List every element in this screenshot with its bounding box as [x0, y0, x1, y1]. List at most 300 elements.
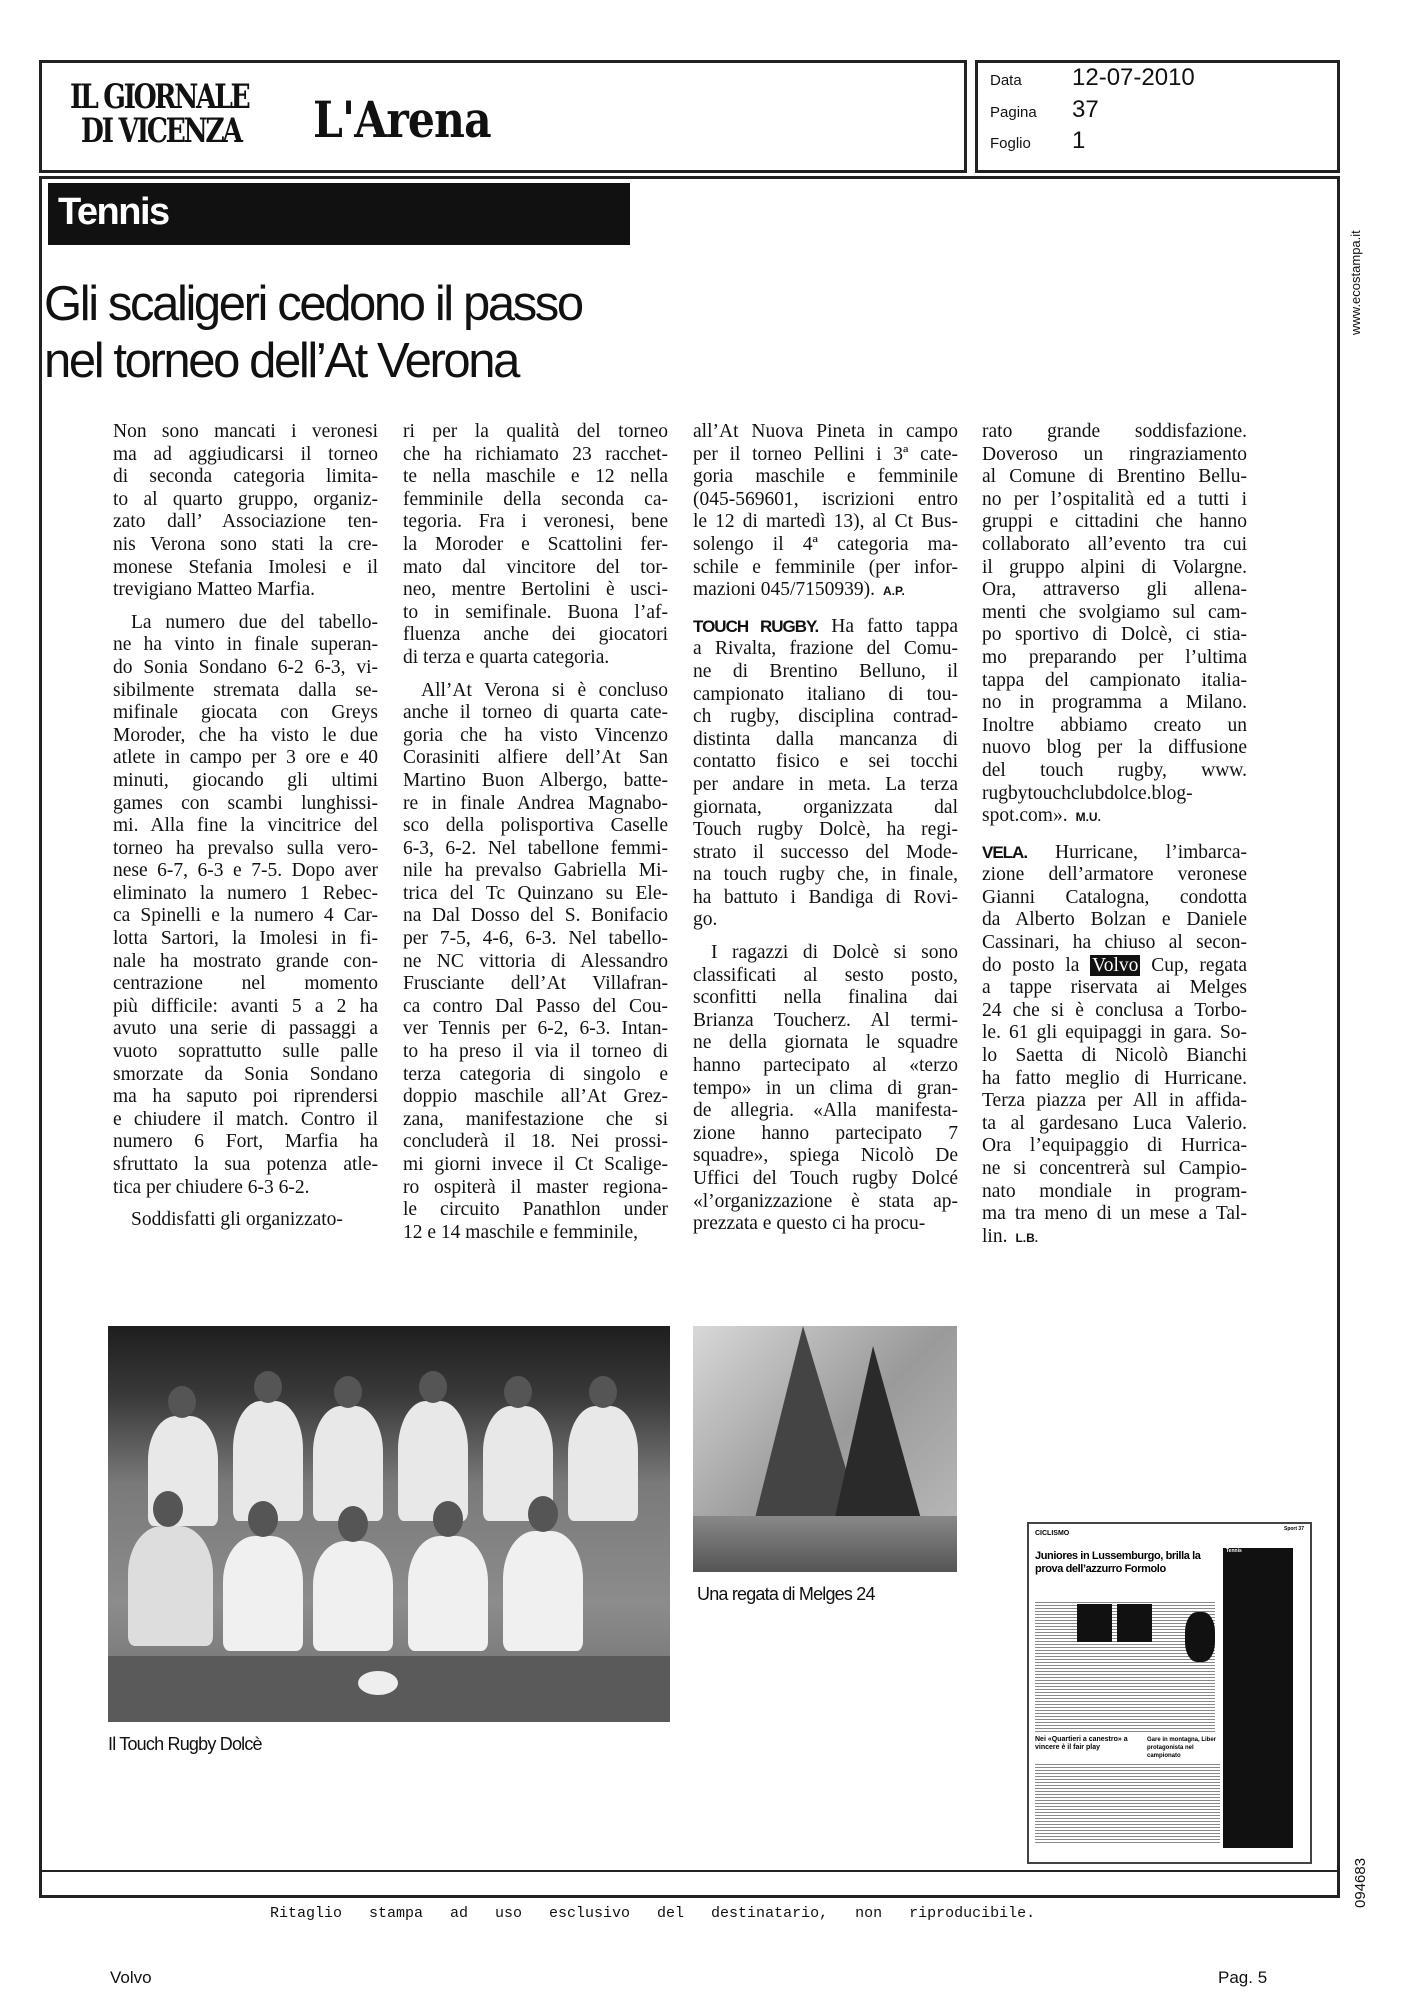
line-text: go.: [693, 909, 718, 931]
text-line: [113, 1086, 378, 1109]
line-text: 12 e 14 maschile e femminile,: [403, 1221, 639, 1243]
line-text: to ha preso il via il torneo di: [403, 1041, 668, 1063]
text-line: [693, 942, 958, 965]
line-text: fluenza anche dei giocatori: [403, 624, 668, 646]
text-line: [982, 557, 1247, 580]
highlighted-keyword: Volvo: [1092, 954, 1139, 976]
text-line: [982, 421, 1247, 444]
line-text: Inoltre abbiamo creato un: [982, 714, 1247, 736]
line-text: mifinale giocata con Greys: [113, 702, 378, 724]
line-text: to in semifinale. Buona l’af-: [403, 601, 668, 623]
line-text: ne di Brentino Belluno, il: [693, 660, 958, 682]
line-text: campionato italiano di tou-: [693, 683, 958, 705]
text-line: [403, 557, 668, 580]
line-text: nis Verona sono stati la cre-: [113, 533, 378, 555]
line-text: per 7-5, 4-6, 6-3. Nel tabello-: [403, 928, 668, 950]
line-text: ver Tennis per 6-2, 6-3. Intan-: [403, 1018, 668, 1040]
paragraph: [982, 842, 1247, 1249]
line-text: sco della polisportiva Caselle: [403, 815, 668, 837]
text-line: [403, 725, 668, 748]
text-line: [403, 928, 668, 951]
foglio-label: Foglio: [990, 135, 1031, 152]
sailing-photo: [693, 1326, 957, 1572]
text-line: [982, 466, 1247, 489]
line-text: 24 che si è conclusa a Torbo-: [982, 999, 1247, 1021]
line-text: 6-3, 6-2. Nel tabellone femmi-: [403, 837, 668, 859]
text-line: [693, 1213, 958, 1236]
line-text: lo Saetta di Nicolò Bianchi: [982, 1045, 1247, 1067]
line-text: Ha fatto tappa: [818, 615, 958, 637]
text-line: [113, 770, 378, 793]
thumb-sub2: Gare in montagna, Liber protagonista nel campionato: [1147, 1737, 1217, 1759]
text-line: [982, 1181, 1247, 1204]
text-line: [113, 657, 378, 680]
text-line: [693, 1145, 958, 1168]
line-text: Terza piazza per All in affida-: [982, 1090, 1247, 1112]
text-line: [693, 887, 958, 910]
thumb-sub1: Nei «Quartieri a canestro» a vincere è il fair play: [1035, 1736, 1128, 1751]
line-text: (045-569601, iscrizioni entro: [693, 488, 958, 510]
line-text: Non sono mancati i veronesi: [113, 421, 378, 442]
rugby-team-photo: [108, 1326, 670, 1722]
side-code: 094683: [1352, 1857, 1369, 1908]
side-url: www.ecostampa.it: [1348, 230, 1363, 335]
text-line: [113, 1064, 378, 1087]
line-text: ma tra meno di un mese a Tal-: [982, 1203, 1247, 1225]
line-text: nile ha prevalso Gabriella Mi-: [403, 860, 668, 882]
logo-arena: L'Arena: [313, 90, 491, 149]
line-text: Gianni Catalogna, condotta: [982, 886, 1247, 908]
foglio-value: 1: [1072, 127, 1086, 154]
line-text: avuto una serie di passaggi a: [113, 1018, 378, 1040]
text-line: [693, 797, 958, 820]
line-text: all’At Nuova Pineta in campo: [693, 421, 958, 442]
line-text: nuovo blog per la diffusione: [982, 737, 1247, 759]
text-line: [693, 965, 958, 988]
text-line: [982, 511, 1247, 534]
line-text: mi giorni invece il Ct Scalige-: [403, 1154, 668, 1175]
line-text: concluderà il 18. Nei prossi-: [403, 1131, 668, 1153]
text-line: [982, 760, 1247, 783]
line-text: Hurricane, l’imbarca-: [1027, 841, 1247, 863]
text-line: [982, 783, 1247, 806]
line-text: neo, mentre Bertolini è usci-: [403, 579, 668, 601]
text-line: [693, 1168, 958, 1191]
line-text: Ora l’equipaggio di Hurrica-: [982, 1135, 1247, 1157]
text-line: [693, 1078, 958, 1101]
line-text: a Rivalta, frazione del Comu-: [693, 638, 958, 660]
thumb-page: Sport 37: [1283, 1526, 1304, 1532]
line-text: nese 6-7, 6-3 e 7-5. Dopo aver: [113, 860, 378, 882]
line-text: I ragazzi di Dolcè si sono: [711, 942, 958, 964]
line-text: di seconda categoria limita-: [113, 466, 378, 488]
text-line: [693, 864, 958, 887]
line-text: torneo ha prevalso sulla vero-: [113, 837, 378, 859]
line-text: tica per chiudere 6-3 6-2.: [113, 1176, 310, 1198]
text-line: [113, 793, 378, 816]
line-text: «l’organizzazione è stata ap-: [693, 1190, 958, 1212]
text-line: [403, 444, 668, 467]
line-text: tappa del campionato italia-: [982, 669, 1247, 691]
line-text: Cassinari, ha chiuso al secon-: [982, 932, 1247, 954]
line-text: Moroder, che ha visto le due: [113, 724, 378, 746]
text-line: [403, 1131, 668, 1154]
text-line: [113, 1154, 378, 1177]
line-text: a tappe riservata ai Melges: [982, 977, 1247, 999]
text-line: [693, 729, 958, 752]
text-line: [113, 815, 378, 838]
line-text: doppio maschile all’At Grez-: [403, 1086, 668, 1108]
line-text: femminile della seconda ca-: [403, 488, 668, 510]
line-text: Doveroso un ringraziamento: [982, 443, 1247, 465]
text-line: [403, 466, 668, 489]
line-text: ne ha vinto in finale superan-: [113, 634, 378, 656]
text-line: [693, 421, 958, 444]
text-line: [403, 815, 668, 838]
text-line: [693, 1191, 958, 1214]
text-line: [113, 905, 378, 928]
text-line: [693, 706, 958, 729]
paragraph: [113, 1209, 378, 1232]
pagina-label: Pagina: [990, 104, 1037, 121]
text-line: [403, 1177, 668, 1200]
line-text: lotta Sartori, la Imolesi in fi-: [113, 928, 378, 950]
thumb-headline: Juniores in Lussemburgo, brilla la prova dell’azzurro Formolo: [1035, 1550, 1201, 1575]
line-text: nale ha mostrato grande con-: [113, 950, 378, 972]
text-line: [403, 1086, 668, 1109]
line-text: al Comune di Brentino Bellu-: [982, 466, 1247, 488]
text-line: [693, 466, 958, 489]
text-line: [403, 793, 668, 816]
text-line: [982, 977, 1247, 1000]
kicker: TOUCH RUGBY.: [693, 616, 819, 636]
line-text: ri per la qualità del torneo: [403, 421, 668, 442]
line-text: eliminato la numero 1 Rebec-: [113, 882, 378, 904]
line-text: te nella maschile e 12 nella: [403, 466, 668, 488]
text-line: [113, 860, 378, 883]
text-line: [693, 1055, 958, 1078]
paragraph: [693, 421, 958, 602]
text-line: [982, 1045, 1247, 1068]
text-line: [403, 1222, 668, 1245]
text-line: [982, 1135, 1247, 1158]
line-text: ha battuto i Bandiga di Rovi-: [693, 886, 958, 908]
text-line: [693, 534, 958, 557]
text-line: [693, 489, 958, 512]
line-text: strato il successo del Mode-: [693, 841, 958, 863]
text-line: [113, 928, 378, 951]
line-text: mo preparando per l’ultima: [982, 646, 1247, 668]
line-text: Ora, attraverso gli allena-: [982, 579, 1247, 601]
text-line: [693, 774, 958, 797]
line-text: po sportivo di Dolcè, ci stia-: [982, 624, 1247, 646]
line-text: di terza e quarta categoria.: [403, 646, 610, 668]
footer-notice: Ritaglio stampa ad uso esclusivo del destinatario, non riproducibile.: [270, 1905, 1036, 1922]
line-text: no per l’ospitalità ed a tutti i: [982, 488, 1247, 510]
line-text: del touch rugby, www.: [982, 759, 1247, 781]
line-text: da Alberto Bolzan e Daniele: [982, 909, 1247, 931]
line-text: no in programma a Milano.: [982, 692, 1247, 714]
text-line: [693, 684, 958, 707]
paragraph: [113, 612, 378, 1199]
line-text: ne della giornata le squadre: [693, 1032, 958, 1054]
text-line: [982, 932, 1247, 955]
line-text: la Moroder e Scattolini fer-: [403, 533, 668, 555]
line-text: Soddisfatti gli organizzato-: [131, 1209, 343, 1231]
text-line: [403, 647, 668, 670]
line-text: zione dell’armatore veronese: [982, 864, 1247, 886]
text-line: [113, 725, 378, 748]
text-line: [982, 579, 1247, 602]
line-text: Uffici del Touch rugby Dolcé: [693, 1168, 958, 1189]
text-line: [113, 511, 378, 534]
line-text: menti che svolgiamo sul cam-: [982, 601, 1247, 623]
text-line: [113, 421, 378, 444]
text-line: [113, 612, 378, 635]
line-text: hanno partecipato al «terzo: [693, 1055, 958, 1077]
line-text: sfruttato la sua potenza atle-: [113, 1154, 378, 1175]
line-text: collaborato all’evento tra cui: [982, 533, 1247, 555]
text-line: [403, 905, 668, 928]
section-title: Tennis: [58, 191, 169, 233]
line-text: games con scambi lunghissi-: [113, 792, 378, 814]
text-line: [113, 747, 378, 770]
logo-giornale-di-vicenza: [70, 77, 249, 151]
text-line: [693, 1100, 958, 1123]
text-line: [982, 1113, 1247, 1136]
text-line: [403, 1154, 668, 1177]
text-line: [982, 715, 1247, 738]
text-line: [982, 805, 1247, 828]
thumb-section: CICLISMO: [1035, 1530, 1070, 1537]
line-text: do Sonia Sondano 6-2 6-3, vi-: [113, 656, 378, 678]
line-text: distinta dalla mancanza di: [693, 728, 958, 750]
text-line: [113, 1209, 378, 1232]
line-text: monese Stefania Imolesi e il: [113, 556, 378, 578]
line-text: minuti, giocando gli ultimi: [113, 769, 378, 791]
line-text: vuoto soprattutto sulle palle: [113, 1041, 378, 1063]
line-text: tempo» in un clima di gran-: [693, 1077, 958, 1099]
paragraph: [113, 421, 378, 602]
text-line: [693, 661, 958, 684]
text-line: [982, 1203, 1247, 1226]
line-text: Brianza Toucherz. Al termi-: [693, 1009, 958, 1031]
line-text: mato dal vincitore del tor-: [403, 556, 668, 578]
line-text: ha fatto meglio di Hurricane.: [982, 1067, 1247, 1089]
line-text: zione hanno partecipato 7: [693, 1122, 958, 1144]
line-text: re in finale Andrea Magnabo-: [403, 792, 668, 814]
text-line: [982, 489, 1247, 512]
text-line: [982, 1158, 1247, 1181]
line-text: contatto fisico e sei tocchi: [693, 751, 958, 773]
text-line: [113, 702, 378, 725]
text-line: [982, 909, 1247, 932]
text-column: [693, 421, 958, 1246]
line-text: ca contro Dal Passo del Cou-: [403, 995, 668, 1017]
line-text: sibilmente stremata dalla se-: [113, 679, 378, 701]
text-line: [403, 1064, 668, 1087]
text-line: [982, 624, 1247, 647]
thumb-tennis: Tennis: [1226, 1548, 1242, 1554]
pagina-value: 37: [1072, 96, 1099, 123]
text-line: [403, 951, 668, 974]
line-text: squadre», spiega Nicolò De: [693, 1145, 958, 1167]
text-line: [113, 1041, 378, 1064]
text-line: [403, 702, 668, 725]
text-line: [693, 1123, 958, 1146]
text-column: [982, 421, 1247, 1258]
headline-line-1: Gli scaligeri cedono il passo: [44, 277, 582, 331]
text-line: [113, 466, 378, 489]
logo-line-2: DI VICENZA: [80, 111, 241, 151]
section-banner: [48, 183, 630, 245]
line-text: na touch rugby che, in finale,: [693, 864, 958, 886]
line-text: All’At Verona si è concluso: [421, 679, 668, 701]
text-line: [982, 1068, 1247, 1091]
text-line: [982, 1090, 1247, 1113]
line-text: ca Spinelli e la numero 4 Car-: [113, 905, 378, 927]
footer-page: Pag. 5: [1218, 1968, 1268, 1987]
text-line: [403, 602, 668, 625]
paragraph: [403, 680, 668, 1245]
footer-divider: [39, 1870, 1340, 1872]
text-line: [113, 996, 378, 1019]
line-text: rato grande soddisfazione.: [982, 421, 1247, 442]
line-text: giornata, organizzata dal: [693, 796, 958, 818]
line-text: per il torneo Pellini i 3ª cate-: [693, 443, 958, 465]
text-line: [403, 860, 668, 883]
text-line: [113, 534, 378, 557]
line-text: spot.com».: [982, 805, 1068, 827]
line-text: le 12 di martedì 13), al Ct Bus-: [693, 511, 958, 533]
line-text: per andare in meta. La terza: [693, 773, 958, 795]
text-line: [113, 1109, 378, 1132]
text-line: [403, 996, 668, 1019]
text-line: [982, 887, 1247, 910]
line-text: ch rugby, disciplina contrad-: [693, 706, 958, 728]
text-line: [693, 1032, 958, 1055]
text-line: [693, 579, 958, 602]
page-thumbnail: [1027, 1522, 1312, 1864]
text-line: do posto la Volvo Cup, regata: [982, 954, 1247, 976]
text-line: [403, 838, 668, 861]
text-line: [403, 1018, 668, 1041]
line-text: che ha richiamato 23 racchet-: [403, 443, 668, 465]
text-line: [403, 1199, 668, 1222]
footer-client: Volvo: [110, 1968, 152, 1987]
line-text: smorzate da Sonia Sondano: [113, 1063, 378, 1085]
line-text: trica del Tc Quinzano su Ele-: [403, 882, 668, 904]
text-column: [403, 421, 668, 1254]
text-line: [982, 842, 1247, 865]
line-text: goria maschile e femminile: [693, 466, 958, 488]
line-text: classificati al sesto posto,: [693, 964, 958, 986]
line-text: il gruppo alpini di Volargne.: [982, 556, 1247, 578]
text-line: [693, 987, 958, 1010]
line-text: e chiudere il match. Contro il: [113, 1108, 378, 1130]
line-text: mi. Alla fine la vincitrice del: [113, 815, 378, 837]
text-line: [982, 864, 1247, 887]
text-line: [403, 1109, 668, 1132]
text-line: [403, 1041, 668, 1064]
line-text: solengo il 4ª categoria ma-: [693, 533, 958, 555]
text-line: [693, 557, 958, 580]
text-line: [403, 421, 668, 444]
line-text: zato dall’ Associazione ten-: [113, 511, 378, 533]
line-text: Corasiniti alfiere dell’At San: [403, 747, 668, 769]
line-text: terza categoria di singolo e: [403, 1063, 668, 1085]
line-text: sconfitti nella finalina dai: [693, 987, 958, 1009]
line-text: schile e femminile (per infor-: [693, 556, 958, 578]
text-line: [693, 638, 958, 661]
line-text: lin.: [982, 1225, 1008, 1247]
data-value: 12-07-2010: [1072, 64, 1195, 91]
line-text: centrazione nel momento: [113, 973, 378, 995]
paragraph: [982, 421, 1247, 828]
logo-line-1: IL GIORNALE: [70, 77, 249, 117]
sailing-photo-caption: Una regata di Melges 24: [697, 1584, 875, 1604]
headline: [44, 276, 582, 390]
line-text: Frusciante dell’At Villafran-: [403, 973, 668, 995]
text-column: [113, 421, 378, 1242]
text-line: [982, 692, 1247, 715]
line-text: trevigiano Matteo Marfia.: [113, 579, 315, 601]
text-line: [693, 842, 958, 865]
text-line: [113, 973, 378, 996]
line-text: ta al gardesano Luca Valerio.: [982, 1112, 1247, 1134]
text-line: [113, 951, 378, 974]
text-line: [982, 1000, 1247, 1023]
text-line: [113, 489, 378, 512]
line-text: ne si concentrerà sul Campio-: [982, 1158, 1247, 1179]
paragraph: [403, 421, 668, 670]
line-text: La numero due del tabello-: [131, 611, 378, 633]
line-text: prezzata e questo ci ha procu-: [693, 1213, 926, 1235]
line-text: le. 61 gli equipaggi in gara. So-: [982, 1022, 1247, 1044]
line-text: numero 6 Fort, Marfia ha: [113, 1131, 378, 1153]
line-text: na Dal Dosso del S. Bonifacio: [403, 905, 668, 927]
text-line: [113, 1018, 378, 1041]
text-line: [693, 909, 958, 932]
text-line: [693, 1010, 958, 1033]
text-line: [403, 680, 668, 703]
text-line: [982, 444, 1247, 467]
line-text: rugbytouchclubdolce.blog-: [982, 782, 1193, 804]
line-text: to al quarto gruppo, organiz-: [113, 488, 378, 510]
text-line: [113, 557, 378, 580]
line-text: Martino Buon Albergo, batte-: [403, 769, 668, 791]
rugby-photo-caption: Il Touch Rugby Dolcè: [108, 1734, 262, 1754]
author-initials: A.P.: [882, 584, 905, 599]
line-text: ma ad aggiudicarsi il torneo: [113, 443, 378, 465]
line-text: zana, manifestazione che si: [403, 1108, 668, 1130]
text-line: [982, 602, 1247, 625]
text-line: [982, 647, 1247, 670]
text-line: [113, 1131, 378, 1154]
text-line: [403, 511, 668, 534]
line-text: ne NC vittoria di Alessandro: [403, 950, 668, 972]
line-text: tegoria. Fra i veronesi, bene: [403, 511, 668, 533]
text-line: [403, 489, 668, 512]
text-line: [693, 751, 958, 774]
line-text: Touch rugby Dolcè, ha regi-: [693, 819, 958, 841]
text-line: [403, 883, 668, 906]
text-line: [403, 579, 668, 602]
text-line: [113, 444, 378, 467]
text-line: [982, 534, 1247, 557]
data-label: Data: [990, 72, 1022, 89]
text-line: [113, 579, 378, 602]
